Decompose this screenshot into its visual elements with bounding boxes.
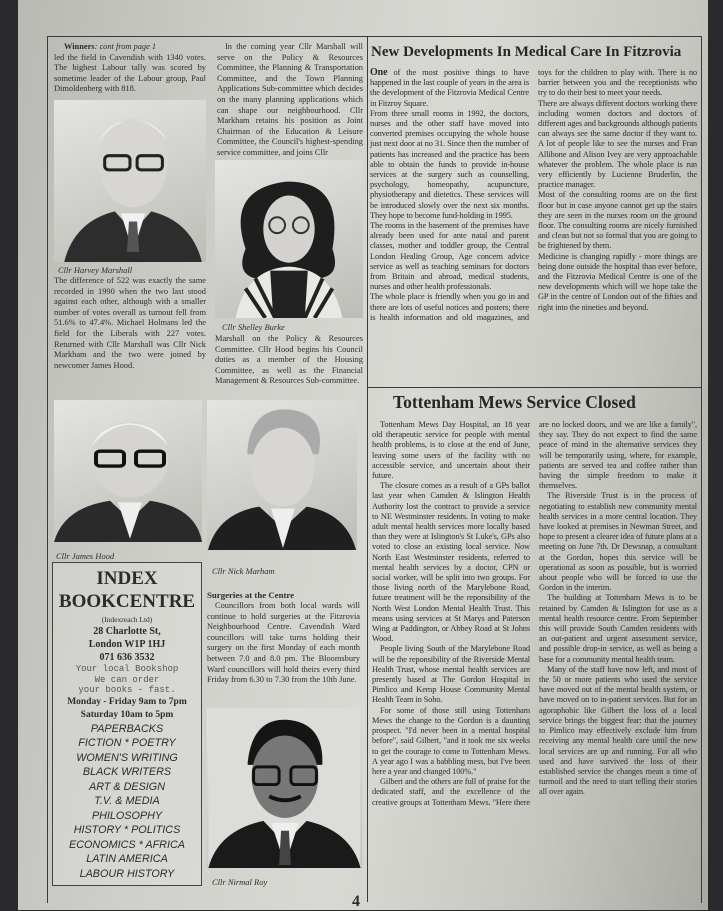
photo-nirmal-roy (207, 708, 362, 868)
tottenham-para-1: Tottenham Mews Day Hospital, an 18 year old therapeutic service for people with mental health problems, is to close at the end of June, leaving some users of the facility with no accessible service, and uncertain about their future. (372, 420, 530, 481)
tottenham-para-6: The Riverside Trust is in the process of negotiating to establish new community mental health services in a more central location. They have looked at premises in Newman Street, and hope to present a clearer idea of future plans at a meeting on June 7th. Dr Dewsnap, a consultant at the Gordon, hopes this service will be operational as soon as possible, but is worried about people who will be forced to use the Gordon in the interim. (539, 491, 697, 593)
winners-cont: : cont from page 1 (94, 42, 157, 51)
ad-section: WOMEN'S WRITING (76, 751, 178, 764)
medical-para-1: of the most positive things to have happened in the last couple of years in the area is the development of the Fitzrovia Medical Centre in Fitzroy Square. (370, 68, 529, 108)
medical-lead: One (370, 67, 388, 78)
article-divider (367, 387, 701, 388)
winners-col1-body (54, 276, 206, 371)
ad-phone: 071 636 3532 (99, 652, 155, 663)
winners-para-1: led the field in Cavendish with 1340 votes. The highest Labour tally was scored by sometime leader of the Labour group, Paul Dimoldenberg with 818. (54, 52, 206, 94)
column-divider (367, 36, 368, 902)
medical-para-5: There are always different doctors working there including women doctors and doctors of different ages and backgrounds although patients can always see the same doctor if they want to. A lot of people like to see the nurses and Fran Allibone and Alison Ivey are very approachable whatever the problem. The whole place is run very efficiently by Lucienne Bruderlin, the practice manager. (538, 98, 697, 190)
tottenham-para-8: Many of the staff have now left, and most of the 50 or more patients who used the service have moved out of the mental health system, or have moved on to in-patient services. But for an agoraphobic like Gilbert the loss of a local service brings the biggest fear: that the journey to Pimlico may effectively exclude him from receiving any mental health care until the new local services are up and running. For all who used and have survived the loss of their established service the changes mean a time of turmoil and the need to start telling their stories all over again. (539, 664, 697, 797)
ad-section: ART & DESIGN (89, 780, 165, 793)
medical-para-6: Most of the consulting rooms are on the first floor but in case anyone cannot get up the stairs they are seen in the nurses room on the ground floor. The consulting rooms are nicely furnished and clean but not so formal that you are going to be frightened by them. (538, 190, 697, 251)
ad-section: FICTION * POETRY (78, 737, 176, 749)
winners-para-4: Marshall on the Policy & Resources Committee. Cllr Hood begins his Council duties as a member of the Housing Committee, as well as the Financial Management & Resources Sub-committee. (215, 334, 363, 386)
tottenham-para-3: People living South of the Marylebone Road will be the reponsibility of the Riverside Mental Health Trust, whose mental health services are presently based at The Gordon Hospital in Pimlico and Kemp House Community Mental Health Team in Soho. (372, 644, 530, 705)
photo-shelley-burke (215, 160, 363, 318)
caption-nick: Cllr Nick Marham (212, 566, 275, 576)
ad-section: LABOUR HISTORY (79, 867, 175, 880)
photo-james-hood (54, 400, 202, 542)
caption-harvey: Cllr Harvey Marshall (58, 265, 133, 275)
photo-nick-markham (207, 400, 357, 550)
caption-nirmal: Cllr Nirmal Roy (212, 877, 268, 887)
index-bookcentre-ad (52, 562, 202, 886)
photo-harvey-marshall (54, 100, 206, 262)
ad-section: PHILOSOPHY (91, 809, 163, 822)
surgeries-text: Councillors from both local wards will continue to hold surgeries at the Fitzrovia Neighbourhood Centre. Cavendish Ward councillors will take turns holding their surgery on the first Monday of each month between 7.0 and 8.0 pm. The Bloomsbury Ward councillors will hold theirs every third Friday from 6.30 to 7.30 from the 10th June. (207, 601, 360, 685)
surgeries-body (207, 601, 360, 686)
tottenham-para-2: The closure comes as a result of a GPs ballot last year when Camden & Islington Health Authority lost the contract to provide a service to NE Westminster residents. In voting to make adult mental health services more locally based than they were at Islington's St Luke's, GPs also voted to close an existing local service. Now North East Westminster residents, referred to mental health services by a doctor, CPN or social worker, will be split into two groups. For those living north of the Marylebone Road, future treatment will be the reponsibility of the North West London Mental Health Trust. This means using services at St Marys and Paterson Wing at Paddington, or Abbey Road at St Johns Wood. (372, 481, 530, 644)
tottenham-para-4: For some of those still using Tottenham Mews the change to the Gordon is a daunting prospect. "I'd never been in a mental hospital before", said Gilbert, "and it took me six weeks to get the courage to come to Tottenham Mews. A year ago I was a babbling mess, but I've been here a year and changed 100%." (372, 705, 530, 776)
caption-shelley: Cllr Shelley Burke (222, 322, 285, 332)
ad-tagline-1: Your local Bookshop (75, 664, 179, 674)
ad-address-1: 28 Charlotte St, (93, 626, 161, 637)
ad-hours-saturday: Saturday 10am to 5pm (80, 709, 174, 720)
tottenham-body (372, 420, 697, 808)
caption-james: Cllr James Hood (56, 551, 115, 561)
ad-hours-weekday: Monday - Friday 9am to 7pm (67, 696, 187, 707)
medical-para-7: Medicine is changing rapidly - more things are being done outside the hospital than ever before, and the Fitzrovia Medical Centre is one of the new developments which will we hope take the GP in the centre of London out of the fifties and right into the nineties and beyond. (538, 251, 697, 312)
winners-intro (54, 42, 206, 95)
medical-headline: New Developments In Medical Care In Fitzrovia (371, 44, 682, 60)
winners-kicker: Winners (64, 42, 95, 51)
ad-name-line1: INDEX (96, 568, 158, 589)
ad-section: PAPERBACKS (90, 722, 164, 735)
tottenham-para-5: Gilbert and the others are full of praise for the dedicated staff, and the excellence of the creative groups at Tottenham Mews. "Here there are no locked doors, and we are like a family", they say. They do not expect to find the same peace of mind in the alternative services they will be temporarily using, where, for example, patients are served tea and coffee rather than having the simple freedom to make it themselves. (372, 420, 697, 807)
winners-col2 (217, 42, 363, 159)
ad-tagline-2: We can order (94, 674, 160, 685)
ad-company: (Indexreach Ltd) (101, 615, 153, 624)
surgeries-heading: Surgeries at the Centre (207, 590, 295, 600)
winners-col2-body (215, 334, 363, 387)
medical-body (370, 68, 697, 323)
ad-section: LATIN AMERICA (86, 853, 168, 865)
ad-section: T.V. & MEDIA (94, 795, 160, 807)
ad-section: ECONOMICS * AFRICA (69, 838, 185, 851)
tottenham-para-7: The building at Tottenham Mews is to be retained by Camden & Islington for use as a mental health resource centre. From September this will provide South Camden residents with an out-patient and urgent assessment service, and possible drop-in service, as well as being a base for a community mental health team. (539, 593, 697, 664)
tottenham-headline: Tottenham Mews Service Closed (393, 392, 636, 412)
medical-para-4: The whole place is friendly when you go in and there are lots of useful notices and posters; there is health information and old magazines, and toys for the children to play with. There is no barrier between you and the receptionists who try to do their best to meet your needs. (370, 68, 697, 322)
winners-para-2: The difference of 522 was exactly the same recorded in 1990 when the two last stood against each other, although with a smaller number of votes overall as turnout fell from 51.6% to 47.4%. Michael Holmans led the field for the Liberals with 227 votes. Returned with Cllr Marshall was Cllr Nick Markham and the two were joined by newcomer James Hood. (54, 276, 206, 370)
winners-para-3: In the coming year Cllr Marshall will serve on the Policy & Resources Committee, the Planning & Transportation Committee, and the Town Planning Applications Sub-committee which decides on the many planning applications which can shape our neighbourhood. Cllr Markham retains his position as Joint Chairman of the Education & Leisure Committee, the Council's highest-spending service committee, and joins Cllr (217, 42, 363, 157)
ad-tagline-3: your books - fast. (78, 685, 176, 695)
ad-name-line2: BOOKCENTRE (58, 591, 196, 612)
medical-para-3: The rooms in the basement of the premises have already been used for ante natal and parent classes, mother and toddler group, the Central London Healing Group, Age concern advice service as well as teaching seminars for doctors from Britain and abroad, medical students, nurses and other health professionals. (370, 221, 529, 292)
ad-address-2: London W1P 1HJ (88, 639, 166, 650)
ad-section: HISTORY * POLITICS (73, 824, 181, 836)
ad-section: BLACK WRITERS (82, 766, 172, 778)
page-number: 4 (352, 893, 360, 910)
medical-para-2: From three small rooms in 1992, the doctors, nurses and the other staff have moved into converted premises occupying the whole house just next door at no 31. Since then the number of patients has increased and the practice has been able to obtain the funds to provide in-house services at the surgery such as counselling, psychology, homeopathy, acupuncture, physiotherapy and dietetics. These services will be introduced slowly over the next six months. They hope to become fund-holding in 1995. (370, 108, 529, 220)
